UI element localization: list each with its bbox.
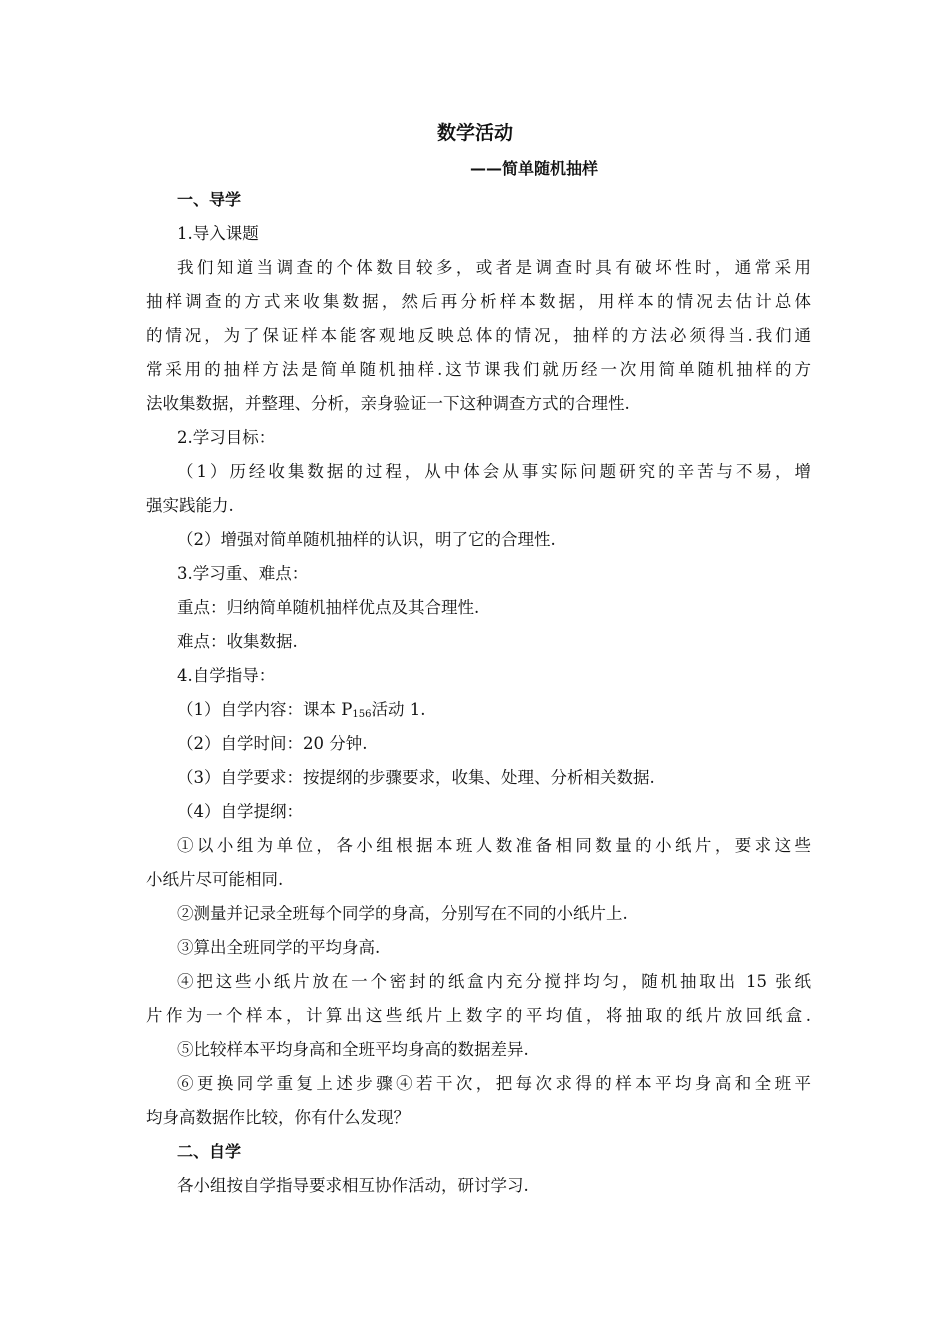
intro-paragraph-line: 我们知道当调查的个体数目较多，或者是调查时具有破坏性时，通常采用 xyxy=(177,258,811,277)
outline-step: 片作为一个样本，计算出这些纸片上数字的平均值，将抽取的纸片放回纸盒. xyxy=(146,1006,811,1025)
self-study-text: 各小组按自学指导要求相互协作活动，研讨学习. xyxy=(177,1176,529,1195)
goal-item: （1）历经收集数据的过程，从中体会从事实际问题研究的辛苦与不易，增 xyxy=(177,462,811,481)
goal-item: （2）增强对简单随机抽样的认识，明了它的合理性. xyxy=(177,530,556,549)
page-title: 数学活动 xyxy=(436,122,513,144)
self-study-guide-heading: 4.自学指导： xyxy=(177,666,276,685)
guide-item: （2）自学时间：20 分钟. xyxy=(177,734,368,753)
goals-heading: 2.学习目标： xyxy=(177,428,276,447)
outline-step: ①以小组为单位，各小组根据本班人数准备相同数量的小纸片，要求这些 xyxy=(177,836,811,855)
intro-paragraph-line: 法收集数据，并整理、分析，亲身验证一下这种调查方式的合理性. xyxy=(146,394,630,413)
page-subtitle: ——简单随机抽样 xyxy=(470,159,599,178)
section-heading-self-study: 二、自学 xyxy=(177,1142,242,1161)
intro-paragraph-line: 抽样调查的方式来收集数据，然后再分析样本数据，用样本的情况去估计总体 xyxy=(146,292,811,311)
guide-item: （4）自学提纲： xyxy=(177,802,303,821)
intro-paragraph-line: 常采用的抽样方法是简单随机抽样.这节课我们就历经一次用简单随机抽样的方 xyxy=(146,360,811,379)
intro-paragraph-line: 的情况，为了保证样本能客观地反映总体的情况，抽样的方法必须得当.我们通 xyxy=(146,326,811,345)
key-point: 重点：归纳简单随机抽样优点及其合理性. xyxy=(177,598,480,617)
section-heading-guide: 一、导学 xyxy=(177,190,242,209)
outline-step: 小纸片尽可能相同. xyxy=(146,870,284,889)
outline-step: ⑤比较样本平均身高和全班平均身高的数据差异. xyxy=(177,1040,529,1059)
outline-step: ④把这些小纸片放在一个密封的纸盒内充分搅拌均匀，随机抽取出 15 张纸 xyxy=(177,972,811,991)
goal-item: 强实践能力. xyxy=(146,496,234,515)
outline-step: ②测量并记录全班每个同学的身高，分别写在不同的小纸片上. xyxy=(177,904,628,923)
page-number-subscript: 156 xyxy=(352,709,372,720)
guide-item: （3）自学要求：按提纲的步骤要求，收集、处理、分析相关数据. xyxy=(177,768,655,787)
outline-step: ⑥更换同学重复上述步骤④若干次，把每次求得的样本平均身高和全班平 xyxy=(177,1074,811,1093)
guide-item-text: （1）自学内容：课本 P xyxy=(177,700,353,719)
intro-heading: 1.导入课题 xyxy=(177,224,259,243)
outline-step: 均身高数据作比较，你有什么发现？ xyxy=(146,1108,410,1127)
key-points-heading: 3.学习重、难点： xyxy=(177,564,309,583)
hard-point: 难点：收集数据. xyxy=(177,632,298,651)
outline-step: ③算出全班同学的平均身高. xyxy=(177,938,381,957)
guide-item-text: 活动 1. xyxy=(371,700,426,719)
